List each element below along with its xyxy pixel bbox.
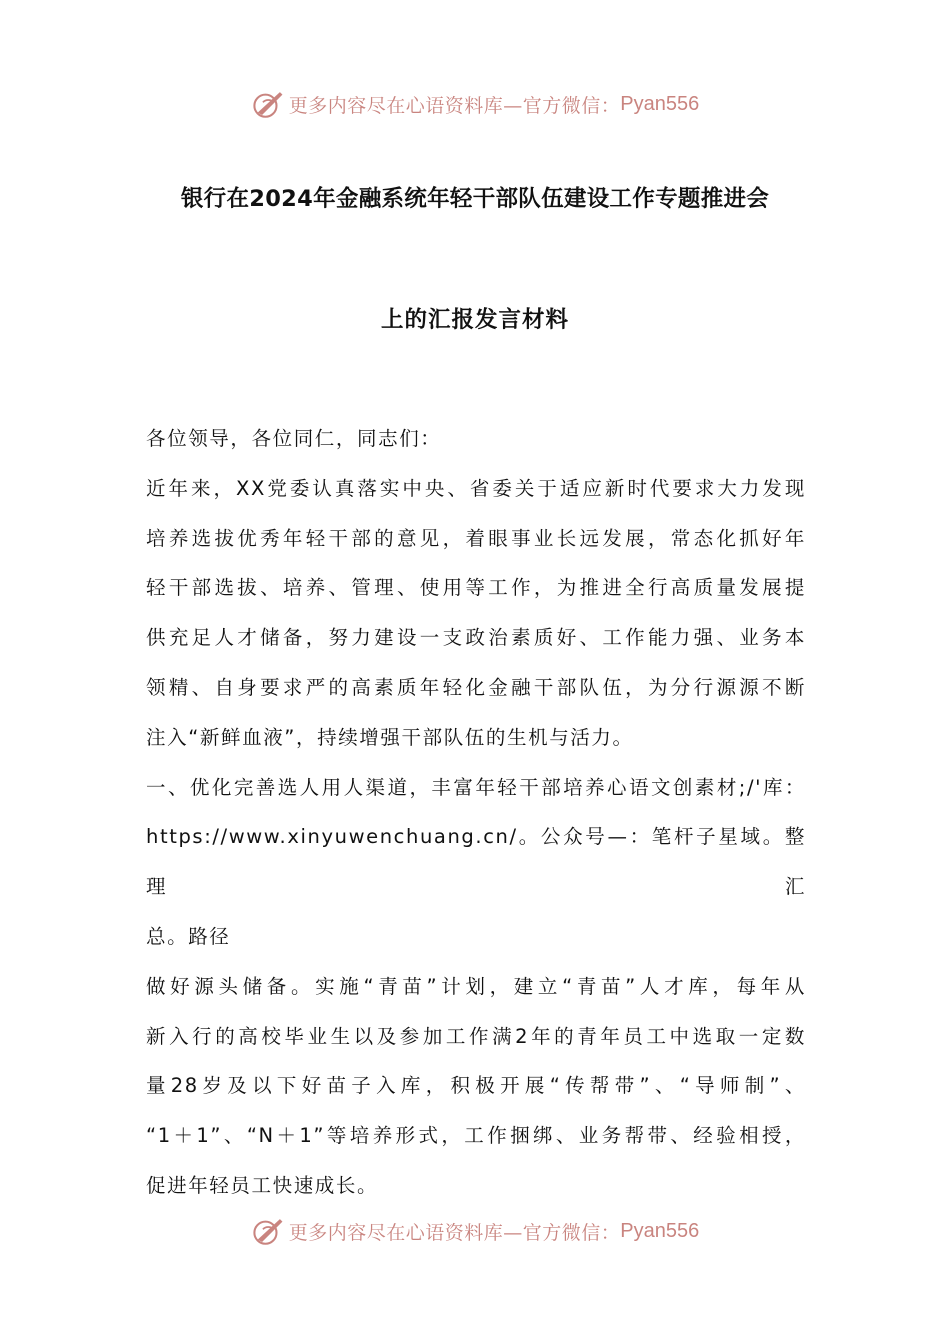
paragraph-line: 量28岁及以下好苗子入库，积极开展“传帮带”、“导师制”、 bbox=[146, 1074, 806, 1098]
banner-wechat-id: Pyan556 bbox=[620, 92, 700, 115]
banner-text: 更多内容尽在心语资料库—官方微信： bbox=[288, 1221, 621, 1244]
banner-text: 更多内容尽在心语资料库—官方微信： bbox=[288, 94, 621, 117]
header-watermark-banner bbox=[0, 84, 950, 124]
paragraph-line: 做好源头储备。实施“青苗”计划，建立“青苗”人才库，每年从 bbox=[146, 974, 806, 998]
paragraph-line: 培养选拔优秀年轻干部的意见，着眼事业长远发展，常态化抓好年 bbox=[146, 526, 806, 550]
footer-watermark-banner bbox=[0, 1211, 950, 1251]
quill-seal-logo-icon bbox=[251, 87, 285, 121]
quill-seal-logo-icon bbox=[251, 1214, 285, 1248]
paragraph-line: 轻干部选拔、培养、管理、使用等工作，为推进全行高质量发展提 bbox=[146, 576, 806, 600]
paragraph-line: 领精、自身要求严的高素质年轻化金融干部队伍，为分行源源不断 bbox=[146, 675, 806, 699]
banner-wechat-id: Pyan556 bbox=[620, 1219, 700, 1242]
paragraph-line: “1＋1”、“N＋1”等培养形式，工作捆绑、业务帮带、经验相授， bbox=[146, 1124, 806, 1148]
paragraph-line: https://www.xinyuwenchuang.cn/。公众号—：笔杆子星域。整理汇 bbox=[146, 825, 806, 899]
paragraph-line: 供充足人才储备，努力建设一支政治素质好、工作能力强、业务本 bbox=[146, 626, 806, 650]
salutation-line: 各位领导，各位同仁，同志们： bbox=[146, 427, 442, 450]
document-body bbox=[146, 414, 806, 1211]
document-title-line-1: 银行在2024年金融系统年轻干部队伍建设工作专题推进会 bbox=[180, 186, 770, 212]
paragraph-line: 促进年轻员工快速成长。 bbox=[146, 1173, 379, 1197]
paragraph-line: 总。路径 bbox=[146, 924, 231, 948]
document-title-line-2: 上的汇报发言材料 bbox=[380, 307, 569, 333]
paragraph-line: 注入“新鲜血液”，持续增强干部队伍的生机与活力。 bbox=[146, 725, 634, 749]
paragraph-line: 近年来，XX党委认真落实中央、省委关于适应新时代要求大力发现 bbox=[146, 476, 806, 500]
section-heading-line: 一、优化完善选人用人渠道，丰富年轻干部培养心语文创素材;/'库： bbox=[146, 775, 806, 799]
paragraph-line: 新入行的高校毕业生以及参加工作满2年的青年员工中选取一定数 bbox=[146, 1024, 806, 1048]
